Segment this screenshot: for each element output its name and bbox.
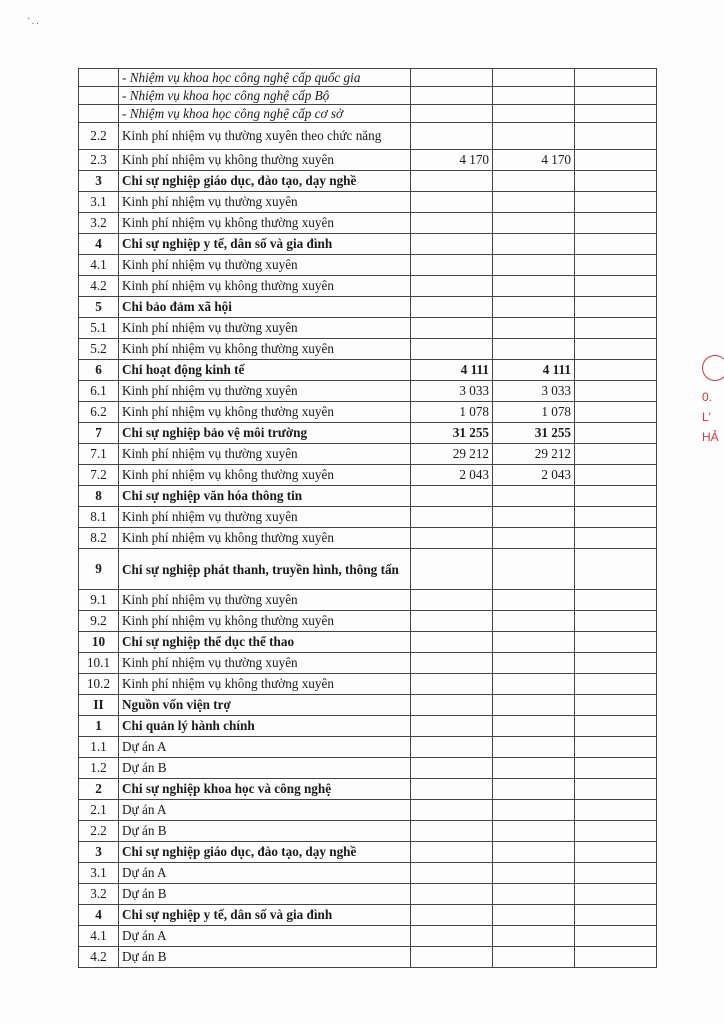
row-number: 4.2 [79, 276, 119, 297]
value-col-3 [575, 444, 657, 465]
value-col-2 [493, 821, 575, 842]
value-col-3 [575, 87, 657, 105]
row-number: 6 [79, 360, 119, 381]
row-number: 8.2 [79, 528, 119, 549]
row-label: Chi sự nghiệp phát thanh, truyền hình, thông tấn [119, 549, 411, 590]
row-label: Dự án B [119, 884, 411, 905]
value-col-3 [575, 402, 657, 423]
table-row [79, 150, 657, 171]
value-col-2 [493, 507, 575, 528]
row-label: Kinh phí nhiệm vụ thường xuyên [119, 444, 411, 465]
value-col-2 [493, 123, 575, 150]
value-col-2 [493, 800, 575, 821]
table-row [79, 339, 657, 360]
row-label: Kinh phí nhiệm vụ không thường xuyên [119, 150, 411, 171]
table-row [79, 423, 657, 444]
row-number: 3.2 [79, 213, 119, 234]
value-col-3 [575, 69, 657, 87]
value-col-2 [493, 842, 575, 863]
value-col-3 [575, 486, 657, 507]
value-col-1 [411, 192, 493, 213]
table-row [79, 611, 657, 632]
value-col-2 [493, 779, 575, 800]
row-number: 3 [79, 842, 119, 863]
row-number: 2 [79, 779, 119, 800]
row-number: 7.2 [79, 465, 119, 486]
value-col-2 [493, 653, 575, 674]
value-col-2: 31 255 [493, 423, 575, 444]
table-row [79, 192, 657, 213]
value-col-1 [411, 653, 493, 674]
value-col-3 [575, 947, 657, 968]
value-col-2 [493, 276, 575, 297]
table-row [79, 486, 657, 507]
table-row [79, 69, 657, 87]
value-col-1 [411, 695, 493, 716]
value-col-1 [411, 590, 493, 611]
row-label: Chi sự nghiệp giáo dục, đào tạo, dạy nghề [119, 842, 411, 863]
value-col-2: 4 111 [493, 360, 575, 381]
value-col-3 [575, 234, 657, 255]
table-row [79, 905, 657, 926]
row-number: 8.1 [79, 507, 119, 528]
table-row [79, 863, 657, 884]
value-col-3 [575, 549, 657, 590]
value-col-1 [411, 213, 493, 234]
value-col-3 [575, 800, 657, 821]
row-label: Kinh phí nhiệm vụ thường xuyên [119, 255, 411, 276]
value-col-1 [411, 779, 493, 800]
value-col-2 [493, 69, 575, 87]
value-col-2: 2 043 [493, 465, 575, 486]
value-col-1 [411, 884, 493, 905]
table-row [79, 318, 657, 339]
row-number [79, 87, 119, 105]
row-label: Kinh phí nhiệm vụ không thường xuyên [119, 402, 411, 423]
row-label: Nguồn vốn viện trợ [119, 695, 411, 716]
value-col-1 [411, 611, 493, 632]
value-col-3 [575, 653, 657, 674]
value-col-1 [411, 255, 493, 276]
row-label: Kinh phí nhiệm vụ không thường xuyên [119, 339, 411, 360]
table-row [79, 360, 657, 381]
value-col-2 [493, 632, 575, 653]
value-col-2 [493, 105, 575, 123]
value-col-3 [575, 339, 657, 360]
row-label: Kinh phí nhiệm vụ không thường xuyên [119, 213, 411, 234]
row-label: - Nhiệm vụ khoa học công nghệ cấp quốc gia [119, 69, 411, 87]
value-col-1 [411, 276, 493, 297]
value-col-2 [493, 318, 575, 339]
value-col-1 [411, 863, 493, 884]
value-col-2: 3 033 [493, 381, 575, 402]
value-col-3 [575, 528, 657, 549]
value-col-1 [411, 674, 493, 695]
value-col-3 [575, 632, 657, 653]
row-label: Kinh phí nhiệm vụ thường xuyên [119, 653, 411, 674]
value-col-2 [493, 884, 575, 905]
row-number: 5 [79, 297, 119, 318]
row-number: 3.1 [79, 863, 119, 884]
row-number: 3 [79, 171, 119, 192]
row-number: 9 [79, 549, 119, 590]
value-col-3 [575, 863, 657, 884]
row-number: 10.2 [79, 674, 119, 695]
value-col-3 [575, 716, 657, 737]
value-col-3 [575, 150, 657, 171]
value-col-1 [411, 234, 493, 255]
row-label: - Nhiệm vụ khoa học công nghệ cấp cơ sở [119, 105, 411, 123]
row-label: Dự án B [119, 947, 411, 968]
table-row [79, 234, 657, 255]
value-col-1 [411, 69, 493, 87]
value-col-3 [575, 105, 657, 123]
row-label: Chi hoạt động kinh tế [119, 360, 411, 381]
table-row [79, 87, 657, 105]
value-col-2 [493, 737, 575, 758]
value-col-1: 4 170 [411, 150, 493, 171]
value-col-1 [411, 297, 493, 318]
value-col-3 [575, 590, 657, 611]
table-row [79, 926, 657, 947]
value-col-1 [411, 549, 493, 590]
row-label: Chi sự nghiệp y tế, dân số và gia đình [119, 905, 411, 926]
value-col-1 [411, 171, 493, 192]
table-row [79, 276, 657, 297]
table-row [79, 297, 657, 318]
table-row [79, 549, 657, 590]
value-col-1 [411, 486, 493, 507]
value-col-3 [575, 905, 657, 926]
table-row [79, 465, 657, 486]
stamp-text-1: 0. [702, 390, 713, 404]
row-label: Dự án A [119, 800, 411, 821]
row-number: 4 [79, 905, 119, 926]
row-label: Chi sự nghiệp bảo vệ môi trường [119, 423, 411, 444]
value-col-3 [575, 758, 657, 779]
value-col-3 [575, 123, 657, 150]
row-label: Chi sự nghiệp khoa học và công nghệ [119, 779, 411, 800]
table-row [79, 737, 657, 758]
value-col-1: 29 212 [411, 444, 493, 465]
value-col-2 [493, 611, 575, 632]
table-row [79, 632, 657, 653]
value-col-2: 29 212 [493, 444, 575, 465]
value-col-1 [411, 507, 493, 528]
value-col-2 [493, 171, 575, 192]
row-label: Kinh phí nhiệm vụ thường xuyên [119, 590, 411, 611]
value-col-2 [493, 297, 575, 318]
value-col-3 [575, 297, 657, 318]
row-number: 8 [79, 486, 119, 507]
value-col-1 [411, 800, 493, 821]
value-col-1: 1 078 [411, 402, 493, 423]
row-number [79, 69, 119, 87]
table-row [79, 507, 657, 528]
value-col-2 [493, 695, 575, 716]
row-number: 6.2 [79, 402, 119, 423]
value-col-1: 31 255 [411, 423, 493, 444]
row-number [79, 105, 119, 123]
value-col-3 [575, 171, 657, 192]
value-col-2 [493, 87, 575, 105]
value-col-2 [493, 905, 575, 926]
value-col-2 [493, 234, 575, 255]
budget-table-body [79, 69, 657, 968]
value-col-1 [411, 318, 493, 339]
value-col-2 [493, 549, 575, 590]
row-label: Kinh phí nhiệm vụ không thường xuyên [119, 528, 411, 549]
table-row [79, 123, 657, 150]
value-col-3 [575, 507, 657, 528]
table-row [79, 255, 657, 276]
value-col-2 [493, 213, 575, 234]
budget-table [78, 68, 657, 968]
row-label: - Nhiệm vụ khoa học công nghệ cấp Bộ [119, 87, 411, 105]
value-col-3 [575, 381, 657, 402]
row-number: 10.1 [79, 653, 119, 674]
stamp-text-2: L' [702, 410, 711, 424]
row-label: Dự án B [119, 821, 411, 842]
table-row [79, 842, 657, 863]
value-col-3 [575, 318, 657, 339]
row-label: Kinh phí nhiệm vụ thường xuyên [119, 507, 411, 528]
row-number: 2.2 [79, 821, 119, 842]
row-number: 5.2 [79, 339, 119, 360]
table-row [79, 171, 657, 192]
table-row [79, 695, 657, 716]
row-label: Kinh phí nhiệm vụ không thường xuyên [119, 465, 411, 486]
value-col-3 [575, 779, 657, 800]
value-col-3 [575, 360, 657, 381]
value-col-1 [411, 105, 493, 123]
value-col-2 [493, 674, 575, 695]
value-col-1 [411, 632, 493, 653]
row-number: 5.1 [79, 318, 119, 339]
table-row [79, 716, 657, 737]
value-col-3 [575, 674, 657, 695]
value-col-3 [575, 884, 657, 905]
value-col-2 [493, 255, 575, 276]
value-col-3 [575, 276, 657, 297]
value-col-2 [493, 590, 575, 611]
value-col-3 [575, 842, 657, 863]
row-label: Dự án B [119, 758, 411, 779]
value-col-2 [493, 486, 575, 507]
value-col-2 [493, 528, 575, 549]
scan-marks: ' . . [28, 16, 39, 26]
row-number: 3.1 [79, 192, 119, 213]
value-col-1 [411, 528, 493, 549]
value-col-3 [575, 926, 657, 947]
table-row [79, 821, 657, 842]
row-number: 4.1 [79, 255, 119, 276]
row-label: Kinh phí nhiệm vụ thường xuyên [119, 318, 411, 339]
stamp-text-3: HẢ [702, 430, 719, 444]
table-row [79, 444, 657, 465]
row-number: II [79, 695, 119, 716]
value-col-1: 4 111 [411, 360, 493, 381]
value-col-1 [411, 758, 493, 779]
row-number: 1 [79, 716, 119, 737]
value-col-2 [493, 926, 575, 947]
value-col-3 [575, 465, 657, 486]
row-label: Kinh phí nhiệm vụ không thường xuyên [119, 674, 411, 695]
value-col-1 [411, 123, 493, 150]
row-label: Dự án A [119, 737, 411, 758]
table-row [79, 105, 657, 123]
value-col-2: 1 078 [493, 402, 575, 423]
table-row [79, 381, 657, 402]
table-row [79, 758, 657, 779]
value-col-3 [575, 192, 657, 213]
value-col-1: 3 033 [411, 381, 493, 402]
row-number: 3.2 [79, 884, 119, 905]
row-number: 7.1 [79, 444, 119, 465]
row-label: Kinh phí nhiệm vụ không thường xuyên [119, 611, 411, 632]
value-col-2 [493, 947, 575, 968]
value-col-3 [575, 423, 657, 444]
row-label: Chi quản lý hành chính [119, 716, 411, 737]
value-col-1 [411, 947, 493, 968]
table-row [79, 674, 657, 695]
value-col-3 [575, 611, 657, 632]
table-row [79, 528, 657, 549]
value-col-3 [575, 737, 657, 758]
value-col-2 [493, 758, 575, 779]
row-number: 6.1 [79, 381, 119, 402]
row-number: 1.1 [79, 737, 119, 758]
value-col-2 [493, 716, 575, 737]
value-col-3 [575, 695, 657, 716]
row-label: Dự án A [119, 863, 411, 884]
row-number: 2.3 [79, 150, 119, 171]
row-number: 4.2 [79, 947, 119, 968]
red-stamp-fragment [700, 355, 724, 475]
row-number: 4.1 [79, 926, 119, 947]
row-number: 4 [79, 234, 119, 255]
value-col-1 [411, 87, 493, 105]
table-row [79, 653, 657, 674]
table-row [79, 884, 657, 905]
table-row [79, 402, 657, 423]
row-label: Kinh phí nhiệm vụ thường xuyên [119, 192, 411, 213]
row-label: Chi sự nghiệp y tế, dân số và gia đình [119, 234, 411, 255]
row-label: Chi sự nghiệp giáo dục, đào tạo, dạy nghề [119, 171, 411, 192]
value-col-2 [493, 339, 575, 360]
value-col-1 [411, 926, 493, 947]
value-col-3 [575, 255, 657, 276]
row-number: 1.2 [79, 758, 119, 779]
table-row [79, 590, 657, 611]
table-row [79, 947, 657, 968]
value-col-1: 2 043 [411, 465, 493, 486]
value-col-2 [493, 192, 575, 213]
row-label: Kinh phí nhiệm vụ thường xuyên [119, 381, 411, 402]
row-number: 2.2 [79, 123, 119, 150]
row-label: Kinh phí nhiệm vụ thường xuyên theo chức năng [119, 123, 411, 150]
value-col-1 [411, 821, 493, 842]
value-col-3 [575, 821, 657, 842]
value-col-1 [411, 716, 493, 737]
value-col-1 [411, 339, 493, 360]
row-number: 9.1 [79, 590, 119, 611]
row-number: 10 [79, 632, 119, 653]
row-number: 2.1 [79, 800, 119, 821]
stamp-arc [702, 355, 724, 381]
value-col-1 [411, 737, 493, 758]
value-col-1 [411, 905, 493, 926]
table-row [79, 213, 657, 234]
value-col-1 [411, 842, 493, 863]
row-number: 9.2 [79, 611, 119, 632]
row-label: Chi sự nghiệp thể dục thể thao [119, 632, 411, 653]
table-row [79, 800, 657, 821]
value-col-2 [493, 863, 575, 884]
row-label: Chi bảo đảm xã hội [119, 297, 411, 318]
row-number: 7 [79, 423, 119, 444]
row-label: Chi sự nghiệp văn hóa thông tin [119, 486, 411, 507]
row-label: Dự án A [119, 926, 411, 947]
value-col-2: 4 170 [493, 150, 575, 171]
table-row [79, 779, 657, 800]
value-col-3 [575, 213, 657, 234]
row-label: Kinh phí nhiệm vụ không thường xuyên [119, 276, 411, 297]
